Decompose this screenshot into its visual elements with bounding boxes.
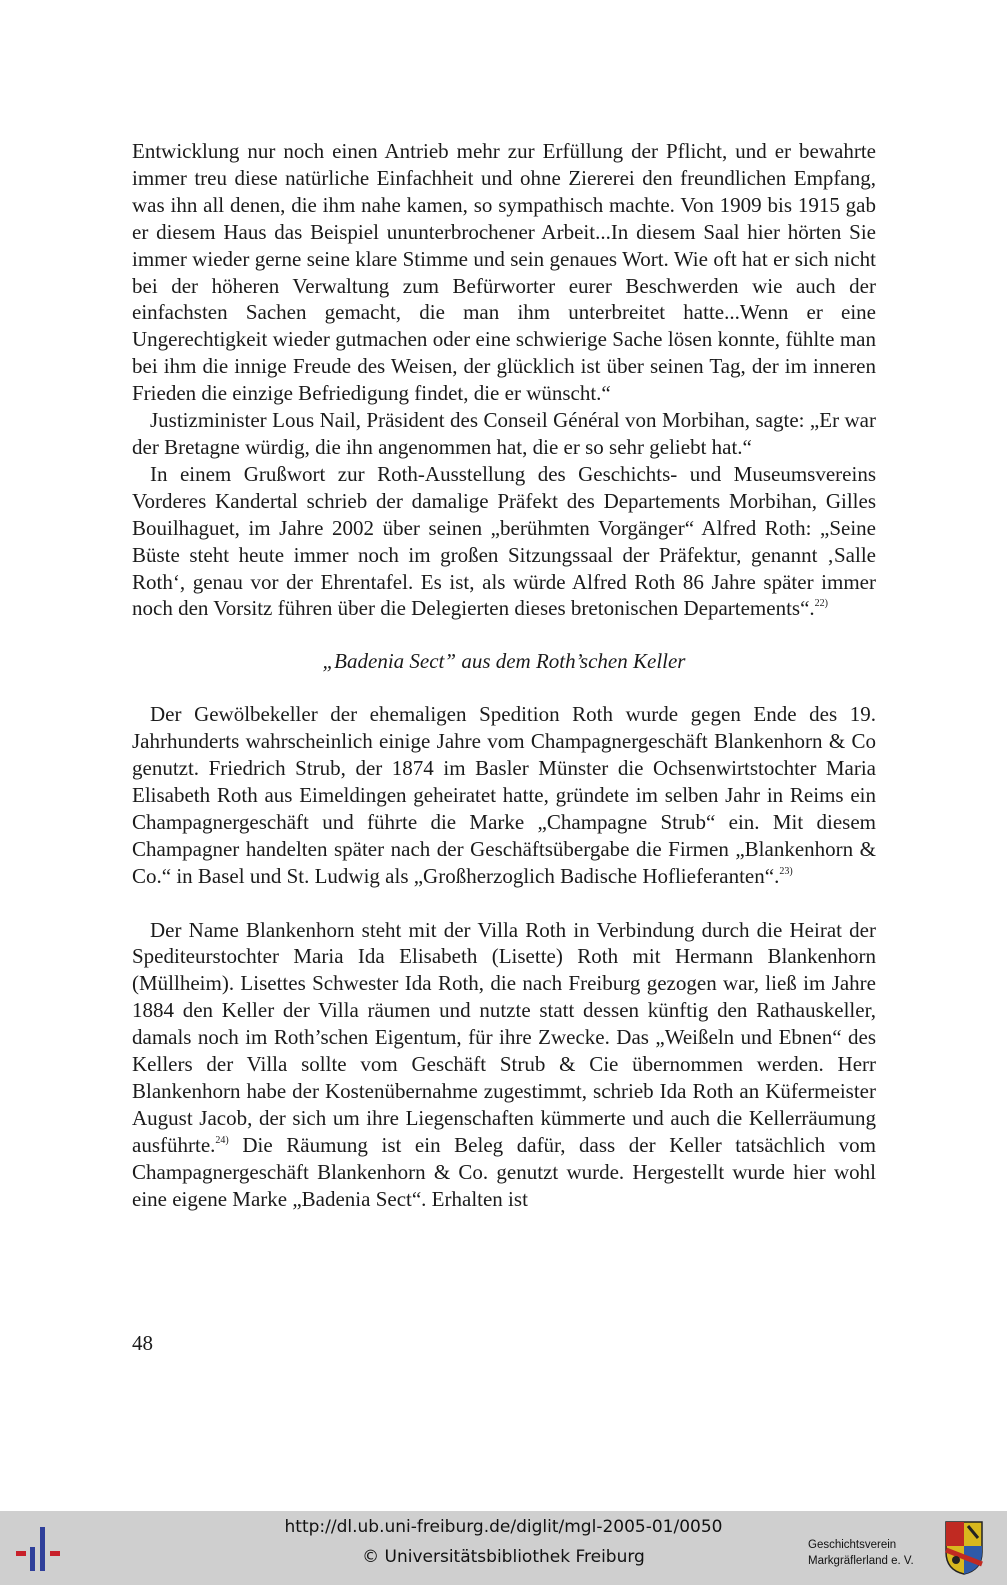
paragraph [132, 701, 876, 889]
section-heading: „Badenia Sect” aus dem Roth’schen Keller [322, 649, 686, 674]
society-name-line: Markgräflerland e. V. [808, 1555, 914, 1567]
society-name [808, 1537, 928, 1569]
paragraph [132, 461, 876, 622]
footer-bar [0, 1511, 1007, 1585]
footer-copyright: © Universitätsbibliothek Freiburg [362, 1547, 645, 1567]
coat-of-arms-icon [944, 1520, 984, 1576]
body-text [132, 138, 876, 1213]
footer-url-link[interactable]: http://dl.ub.uni-freiburg.de/diglit/mgl-2005-01/0050 [284, 1517, 723, 1537]
footnote-ref[interactable]: 24) [215, 1134, 229, 1146]
paragraph-text: Die Räumung ist ein Beleg dafür, dass der Keller tatsächlich vom Champagnergeschäft Blankenhorn & Co. genutzt wurde. Hergestellt wurde hier wohl eine eigene Marke „Badenia Sect“. Erhalten ist [132, 1132, 876, 1211]
paragraph-text: In einem Grußwort zur Roth-Ausstellung des Geschichts- und Museumsvereins Vorderes Kandertal schrieb der damalige Präfekt des Departements Morbihan, Gilles Bouilhaguet, im Jahre 2002 über seinen „berühmten Vorgänger“ Alfred Roth: „Seine Büste steht heute immer noch im großen Sitzungssaal der Präfektur, genannt ‚Salle Roth‘, genau vor der Ehrentafel. Es ist, als würde Alfred Roth 86 Jahre später immer noch den Vorsitz führen über die Delegierten dieses bretonischen Departements“. [132, 461, 876, 621]
footnote-ref[interactable]: 22) [814, 598, 828, 610]
paragraph-text: Der Gewölbekeller der ehemaligen Spedition Roth wurde gegen Ende des 19. Jahrhunderts wahrscheinlich einige Jahre vom Champagnergeschäft Blankenhorn & Co genutzt. Friedrich Strub, der 1874 im Basler Münster die Ochsenwirtstochter Maria Elisabeth Roth aus Eimeldingen geheiratet hatte, gründete im selben Jahr in Reims ein Champagnergeschäft und führte die Marke „Champagne Strub“ ein. Mit diesem Champagner handelten später nach der Geschäftsübergabe die Firmen „Blankenhorn & Co.“ in Basel und St. Ludwig als „Großherzoglich Badische Hoflieferanten“. [132, 702, 876, 888]
footnote-ref[interactable]: 23) [779, 865, 793, 877]
paragraph-text: Der Name Blankenhorn steht mit der Villa Roth in Verbindung durch die Heirat der Spediteurstochter Maria Ida Elisabeth (Lisette) Roth mit Hermann Blankenhorn (Müllheim). Lisettes Schwester Ida Roth, die nach Freiburg gezogen war, ließ im Jahre 1884 den Keller der Villa räumen und nutzte statt dessen künftig den Rathauskeller, damals noch im Roth’schen Eigentum, für ihre Zwecke. Das „Weißeln und Ebnen“ des Kellers der Villa sollte vom Geschäft Strub & Cie übernommen werden. Herr Blankenhorn habe der Kostenübernahme zugestimmt, schrieb Ida Roth an Küfermeister August Jacob, der sich um ihre Liegenschaften kümmerte und auch die Kellerräumung ausführte. [132, 917, 876, 1157]
paragraph [132, 917, 876, 1213]
society-name-line: Geschichtsverein [808, 1539, 897, 1551]
page-number: 48 [132, 1331, 153, 1355]
paragraph: Justizminister Lous Nail, Präsident des Conseil Général von Morbihan, sagte: „Er war der Bretagne würdig, die ihn angenommen hat, die er so sehr geliebt hat.“ [132, 408, 876, 459]
paragraph: Entwicklung nur noch einen Antrieb mehr zur Erfüllung der Pflicht, und er bewahrte immer treu diese natürliche Einfachheit und ohne Ziererei den freundlichen Empfang, was ihn all denen, die ihm nahe kamen, so sympathisch machte. Von 1909 bis 1915 gab er diesem Haus das Beispiel ununterbrochener Arbeit...In diesem Saal hier hörten Sie immer wieder gerne seine klare Stimme und sein genaues Wort. Wie oft hat er sich nicht bei der höheren Verwaltung zum Befürworter eurer Beschwerden wie auch der einfachsten Sachen gemacht, die man ihm unterbreitet hatte...Wenn er eine Ungerechtigkeit wieder gutmachen oder eine schwierige Sache lösen konnte, fühlte man bei ihm die innige Freude des Weisen, der glücklich ist über seinen Tag, der im inneren Frieden die einzige Befriedigung findet, die er wünscht.“ [132, 139, 876, 406]
